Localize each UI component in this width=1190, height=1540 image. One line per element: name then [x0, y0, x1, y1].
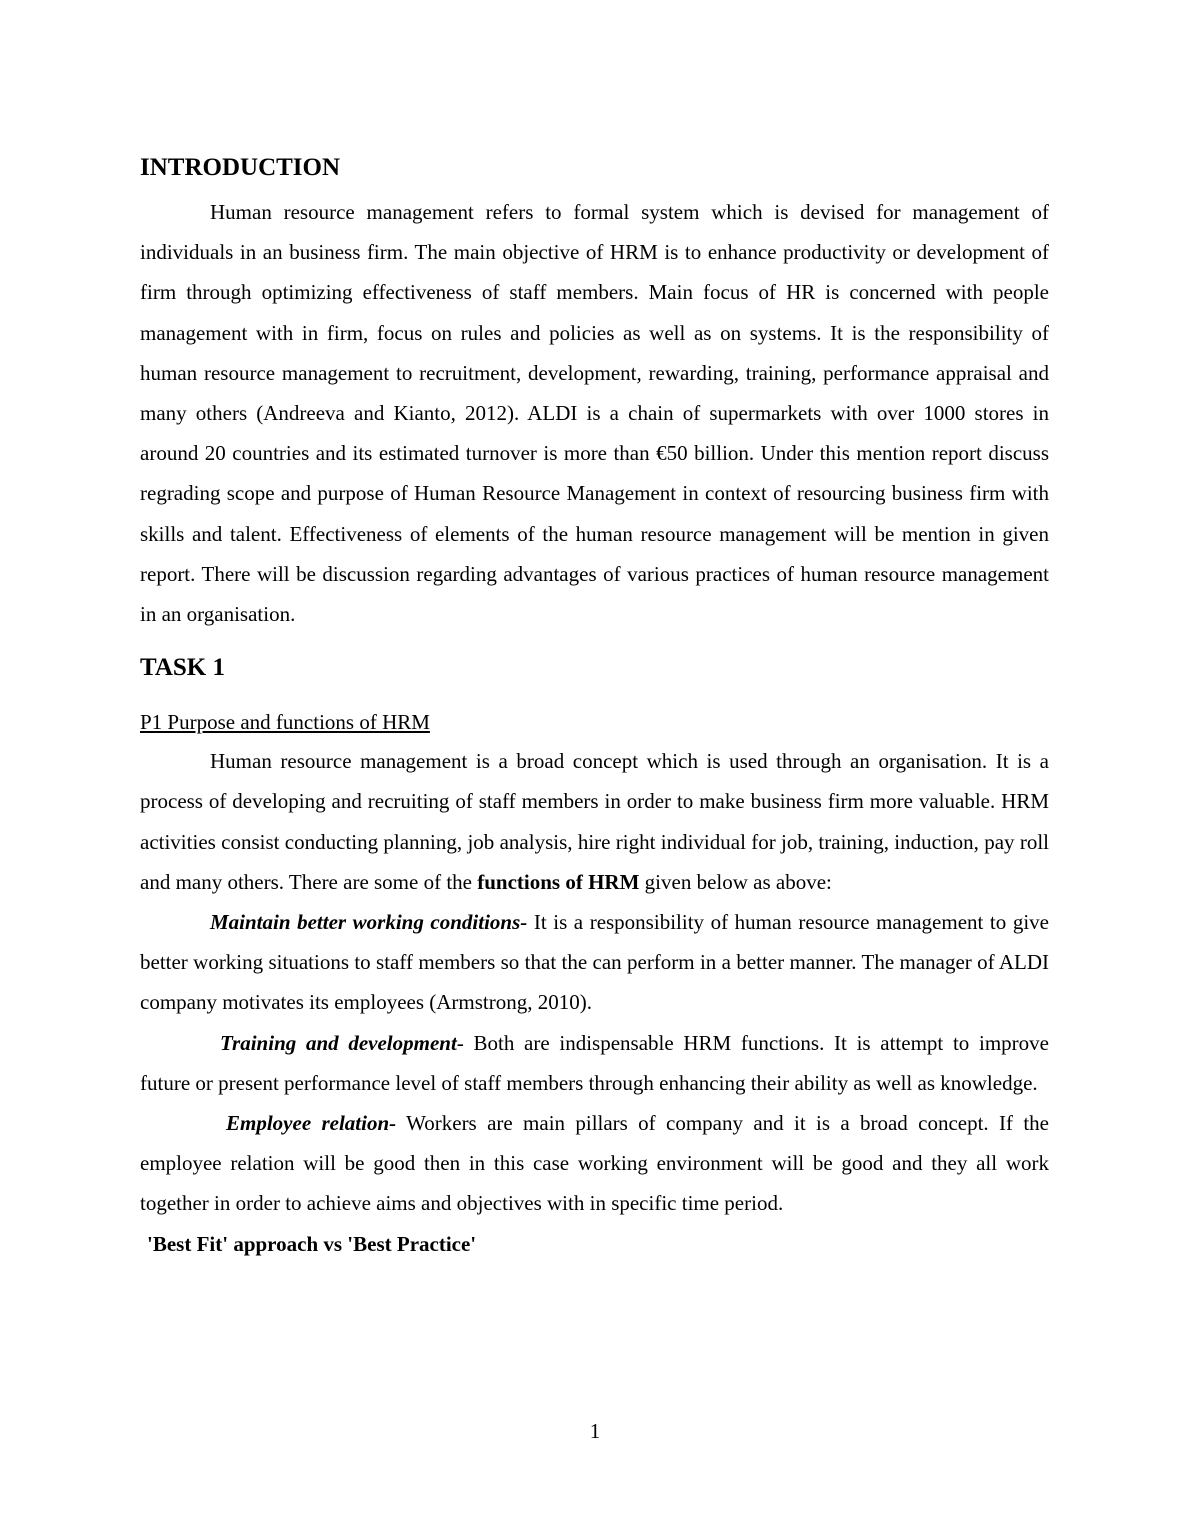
functions-of-hrm-bold: functions of HRM: [477, 869, 640, 894]
task1-heading: TASK 1: [140, 654, 225, 682]
introduction-paragraph: Human resource management refers to formal system which is devised for management of individuals in an business firm. The main objective of HRM is to enhance productivity or development of firm through optimizing effectiveness of staff members. Main focus of HR is concerned with people management with in firm, focus on rules and policies as well as on systems. It is the responsibility of human resource management to recruitment, development, rewarding, training, performance appraisal and many others (Andreeva and Kianto, 2012). ALDI is a chain of supermarkets with over 1000 stores in around 20 countries and its estimated turnover is more than €50 billion. Under this mention report discuss regrading scope and purpose of Human Resource Management in context of resourcing business firm with skills and talent. Effectiveness of elements of the human resource management will be mention in given report. There will be discussion regarding advantages of various practices of human resource management in an organisation.: [140, 200, 1049, 627]
page-number: 1: [589, 1419, 601, 1443]
function-text: Workers are main pillars of company and it is a broad concept. If the employee relation will be good then in this case working environment will be good and they all work together in order to achieve aims and objectives with in specific time period.: [140, 1111, 1049, 1216]
hrm-functions-intro-paragraph: [140, 741, 1049, 902]
document-page: [140, 148, 1049, 1264]
hrm-intro-text-end: given below as above:: [639, 869, 832, 894]
function-title: Employee relation-: [226, 1111, 397, 1136]
function-employee-relation: [140, 1103, 1049, 1224]
introduction-heading: INTRODUCTION: [140, 154, 341, 181]
function-text: It is a responsibility of human resource management to give better working situations to staff members so that the can perform in a better manner. The manager of ALDI company motivates its employees (Armstrong, 2010).: [140, 910, 1049, 1015]
task1-subheading: P1 Purpose and functions of HRM: [140, 710, 430, 735]
function-maintain-conditions: [140, 902, 1049, 1023]
function-training-development: [140, 1023, 1049, 1103]
function-title: Training and development: [220, 1030, 457, 1055]
best-fit-heading: 'Best Fit' approach vs 'Best Practice': [147, 1231, 477, 1256]
function-title: Maintain better working conditions-: [210, 910, 528, 935]
function-text: - Both are indispensable HRM functions. It is attempt to improve future or present performance level of staff members through enhancing their ability as well as knowledge.: [140, 1030, 1049, 1095]
hrm-intro-text: Human resource management is a broad concept which is used through an organisation. It is a process of developing and recruiting of staff members in order to make business firm more valuable. HRM activities consist conducting planning, job analysis, hire right individual for job, training, induction, pay roll and many others. There are some of the: [140, 749, 1049, 894]
